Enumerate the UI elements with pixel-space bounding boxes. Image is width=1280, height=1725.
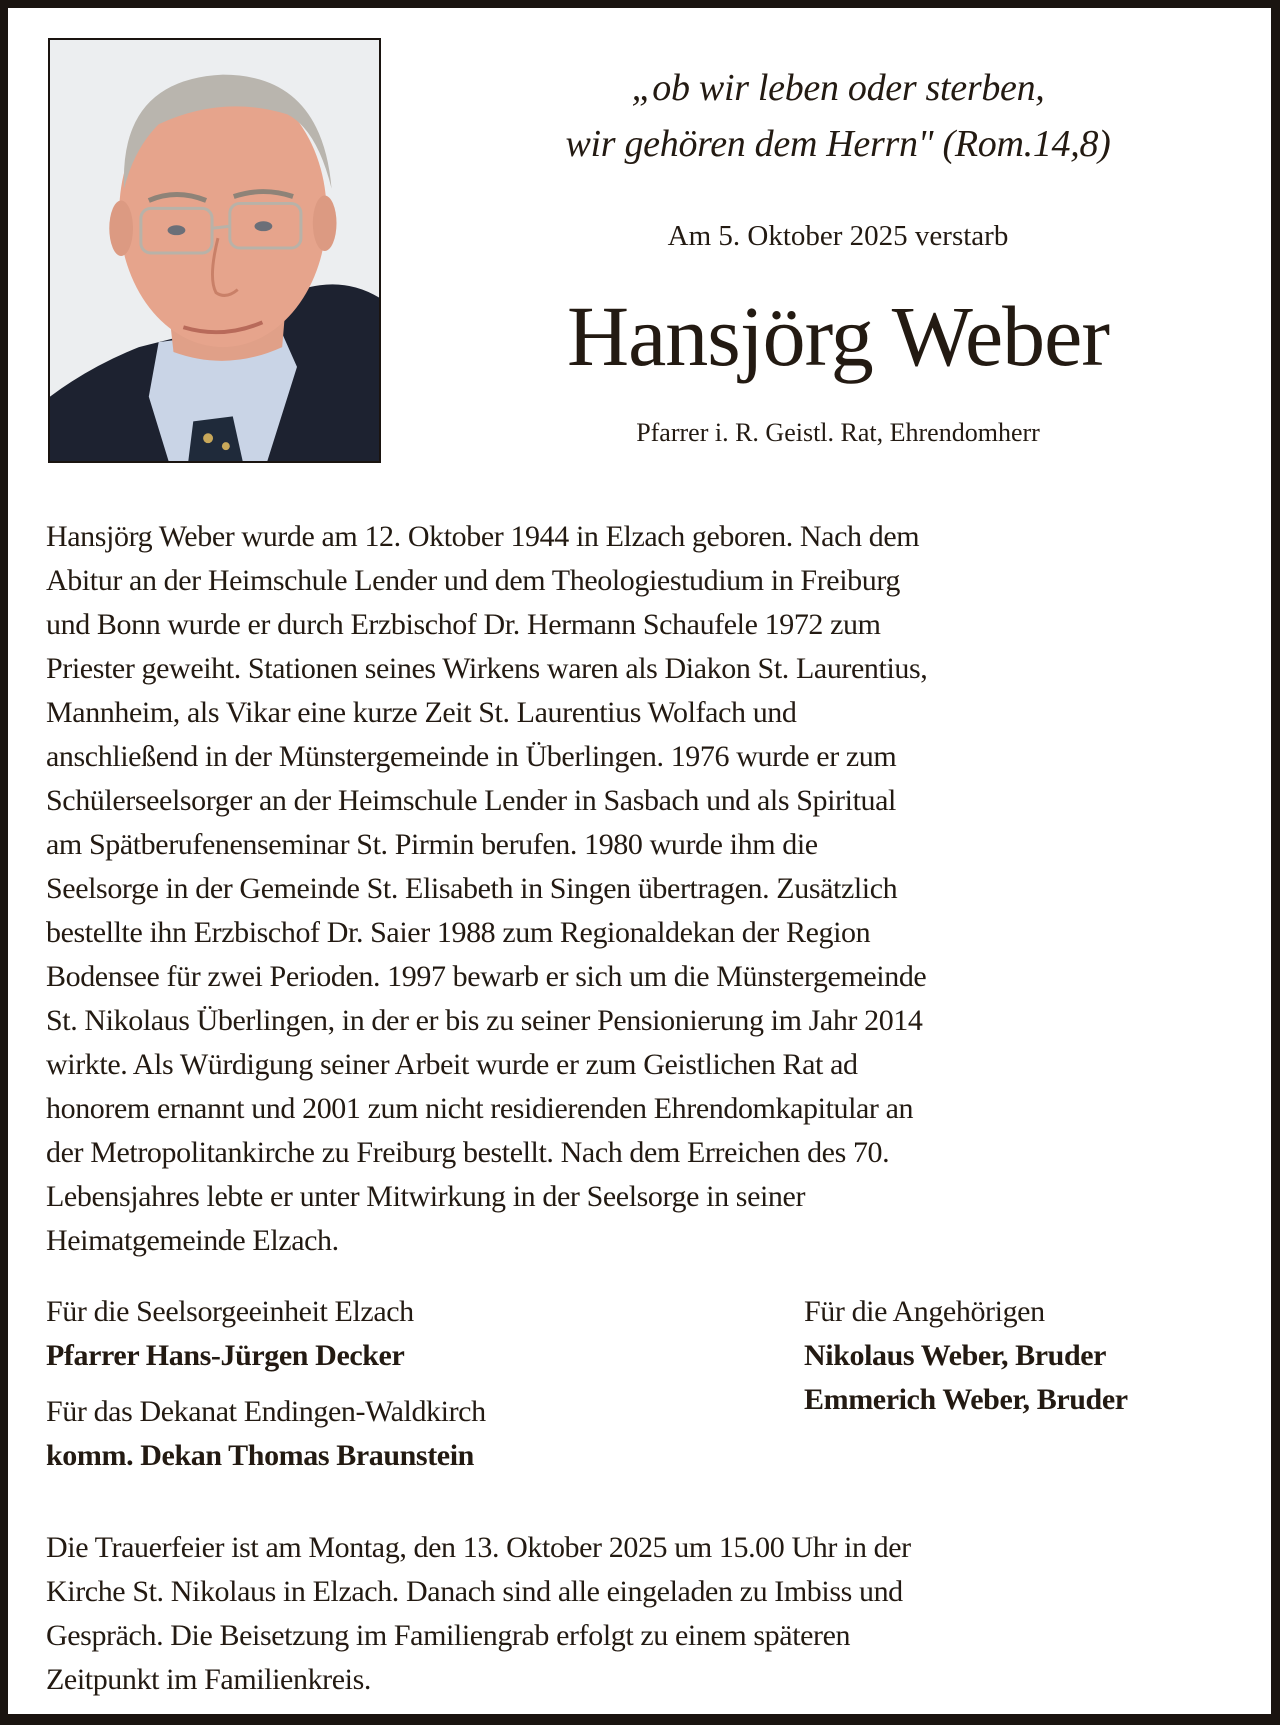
biography-line: honorem ernannt und 2001 zum nicht residierenden Ehrendomkapitular an: [46, 1092, 914, 1125]
biography-line: Bodensee für zwei Perioden. 1997 bewarb er sich um die Münstergemeinde: [46, 960, 927, 993]
biography-line: Schülerseelsorger an der Heimschule Lender in Sasbach und als Spiritual: [46, 784, 896, 817]
signatory-name: Emmerich Weber, Bruder: [804, 1383, 1128, 1416]
quote-line-1: „ob wir leben oder sterben,: [631, 67, 1045, 109]
deceased-name: Hansjörg Weber: [567, 288, 1109, 384]
biography: [46, 515, 1236, 1263]
funeral-line: Die Trauerfeier ist am Montag, den 13. Oktober 2025 um 15.00 Uhr in der: [46, 1531, 911, 1564]
biography-line: der Metropolitankirche zu Freiburg bestellt. Nach dem Erreichen des 70.: [46, 1136, 890, 1169]
biography-line: wirkte. Als Würdigung seiner Arbeit wurde er zum Geistlichen Rat ad: [46, 1048, 858, 1081]
obituary-notice: [8, 8, 1271, 1714]
funeral-line: Zeitpunkt im Familienkreis.: [46, 1663, 371, 1696]
biography-line: Heimatgemeinde Elzach.: [46, 1224, 339, 1257]
signatory-label: Für die Angehörigen: [804, 1295, 1045, 1328]
biography-line: bestellte ihn Erzbischof Dr. Saier 1988 zum Regionaldekan der Region: [46, 916, 871, 949]
biography-line: Lebensjahres lebte er unter Mitwirkung in der Seelsorge in seiner: [46, 1180, 806, 1213]
biography-line: St. Nikolaus Überlingen, in der er bis zu seiner Pensionierung im Jahr 2014: [46, 1004, 923, 1037]
biography-line: Hansjörg Weber wurde am 12. Oktober 1944 in Elzach geboren. Nach dem: [46, 520, 920, 553]
signatory-group-deanery: [46, 1390, 746, 1478]
signatory-label: Für die Seelsorgeeinheit Elzach: [46, 1295, 414, 1328]
death-date-line: Am 5. Oktober 2025 verstarb: [667, 220, 1009, 252]
bible-quote: [438, 60, 1238, 172]
biography-line: am Spätberufenenseminar St. Pirmin berufen. 1980 wurde ihm die: [46, 828, 818, 861]
signatory-label: Für das Dekanat Endingen-Waldkirch: [46, 1395, 486, 1428]
signatory-name: Nikolaus Weber, Bruder: [804, 1339, 1107, 1372]
funeral-details: [46, 1526, 1236, 1702]
signatory-name: Pfarrer Hans-Jürgen Decker: [46, 1339, 405, 1372]
biography-line: und Bonn wurde er durch Erzbischof Dr. Hermann Schaufele 1972 zum: [46, 608, 881, 641]
quote-line-2: wir gehören dem Herrn" (Rom.14,8): [565, 123, 1111, 165]
signatories-left: [46, 1290, 746, 1478]
signatory-group-parish: [46, 1290, 746, 1378]
portrait-photo: [48, 38, 381, 463]
signatories-family: [804, 1290, 1244, 1422]
biography-line: Priester geweiht. Stationen seines Wirkens waren als Diakon St. Laurentius,: [46, 652, 928, 685]
portrait-photo-icon: [50, 40, 379, 461]
biography-line: Seelsorge in der Gemeinde St. Elisabeth in Singen übertragen. Zusätzlich: [46, 872, 898, 905]
deceased-title: Pfarrer i. R. Geistl. Rat, Ehrendomherr: [636, 418, 1040, 447]
biography-line: Abitur an der Heimschule Lender und dem Theologiestudium in Freiburg: [46, 564, 901, 597]
signatory-name: komm. Dekan Thomas Braunstein: [46, 1439, 474, 1472]
biography-line: Mannheim, als Vikar eine kurze Zeit St. Laurentius Wolfach und: [46, 696, 797, 729]
funeral-line: Kirche St. Nikolaus in Elzach. Danach sind alle eingeladen zu Imbiss und: [46, 1575, 903, 1608]
biography-line: anschließend in der Münstergemeinde in Überlingen. 1976 wurde er zum: [46, 740, 897, 773]
funeral-line: Gespräch. Die Beisetzung im Familiengrab erfolgt zu einem späteren: [46, 1619, 851, 1652]
